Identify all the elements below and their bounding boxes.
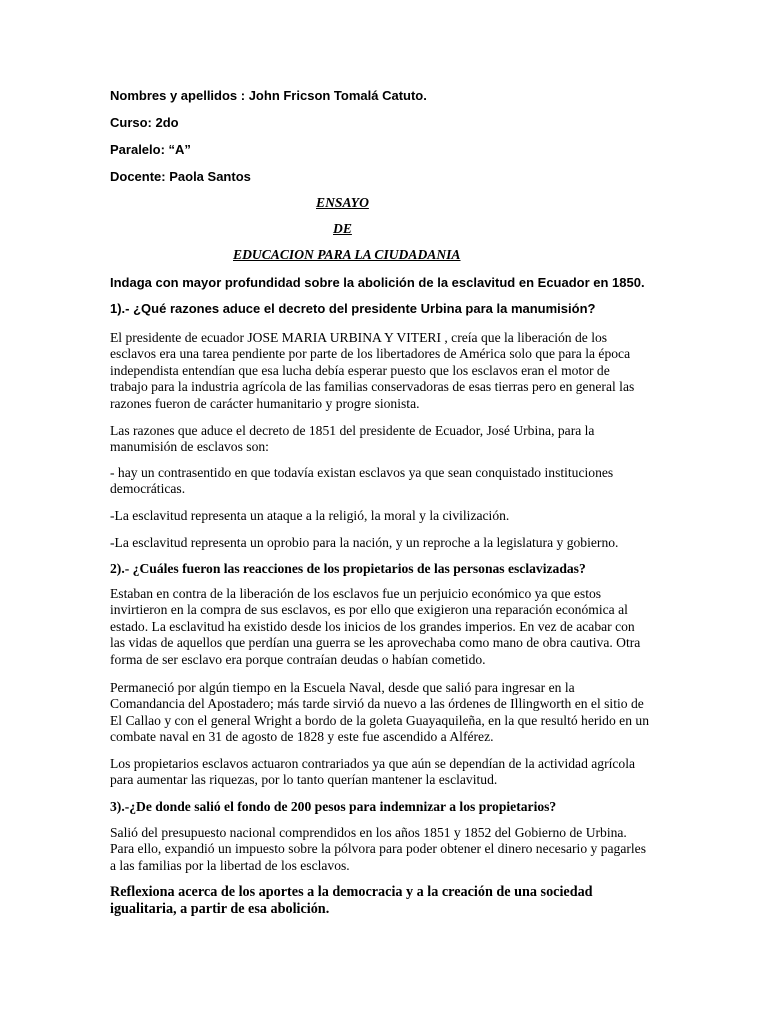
question-1-paragraph-2: Las razones que aduce el decreto de 1851 del presidente de Ecuador, José Urbina, para la manumisión de esclavos son: — [110, 423, 595, 455]
section: Paralelo: “A” — [110, 142, 191, 157]
question-1-heading: 1).- ¿Qué razones aduce el decreto del presidente Urbina para la manumisión? — [110, 301, 596, 316]
question-1-bullet-3: -La esclavitud representa un oprobio para la nación, y un reproche a la legislatura y gobierno. — [110, 535, 619, 550]
question-3-heading: 3).-¿De donde salió el fondo de 200 pesos para indemnizar a los propietarios? — [110, 799, 557, 814]
question-1-bullet-1: - hay un contrasentido en que todavía existan esclavos ya que sean conquistado instituciones democráticas. — [110, 465, 614, 497]
question-2-paragraph-2: Permaneció por algún tiempo en la Escuela Naval, desde que salió para ingresar en la Comandancia del Apostadero; más tarde sirvió da nuevo a las órdenes de Illingworth en el sitio de El Callao y con el general Wright a bordo de la goleta Guayaquileña, en la que resultó herido en un combate naval en 31 de agosto de 1828 y este fue ascendido a Alférez. — [110, 680, 649, 745]
course: Curso: 2do — [110, 115, 179, 130]
question-2-paragraph-1: Estaban en contra de la liberación de los esclavos fue un perjuicio económico ya que estos invirtieron en la compra de sus esclavos, es por ello que exigieron una reparación económica al estado. La esclavitud ha existido desde los inicios de los grandes imperios. En vez de acabar con las vidas de aquellos que perdían una guerra se les aprovechaba como mano de obra cautiva. Otra forma de ser esclavo era porque contraían deudas o habían cometido. — [110, 586, 641, 667]
title-essay: ENSAYO — [316, 195, 369, 210]
question-1-paragraph-1: El presidente de ecuador JOSE MARIA URBINA Y VITERI , creía que la liberación de los esclavos era una tarea pendiente por parte de los libertadores de América solo que para la época independista entendían que esa lucha debía esperar puesto que los esclavos eran el motor de trabajo para la industria agrícola de las familias conservadoras de esas tierras pero en general las razones fueron de carácter humanitario y progre sionista. — [110, 330, 635, 411]
intro-prompt: Indaga con mayor profundidad sobre la abolición de la esclavitud en Ecuador en 1850. — [110, 275, 645, 290]
question-2-heading: 2).- ¿Cuáles fueron las reacciones de los propietarios de las personas esclavizadas? — [110, 561, 586, 576]
title-de: DE — [333, 221, 352, 236]
question-3-paragraph-1: Salió del presupuesto nacional comprendidos en los años 1851 y 1852 del Gobierno de Urbina. Para ello, expandió un impuesto sobre la pólvora para poder obtener el dinero necesario y pagarles a las familias por la libertad de los esclavos. — [110, 825, 647, 873]
question-1-bullet-2: -La esclavitud representa un ataque a la religió, la moral y la civilización. — [110, 508, 510, 523]
title-subject: EDUCACION PARA LA CIUDADANIA — [233, 247, 461, 262]
question-2-paragraph-3: Los propietarios esclavos actuaron contrariados ya que aún se dependían de la actividad agrícola para aumentar las riquezas, por lo tanto querían mantener la esclavitud. — [110, 756, 636, 788]
student-name: Nombres y apellidos : John Fricson Tomalá Catuto. — [110, 88, 427, 103]
teacher: Docente: Paola Santos — [110, 169, 251, 184]
reflection-prompt: Reflexiona acerca de los aportes a la democracia y a la creación de una sociedad igualitaria, a partir de esa abolición. — [110, 884, 593, 917]
